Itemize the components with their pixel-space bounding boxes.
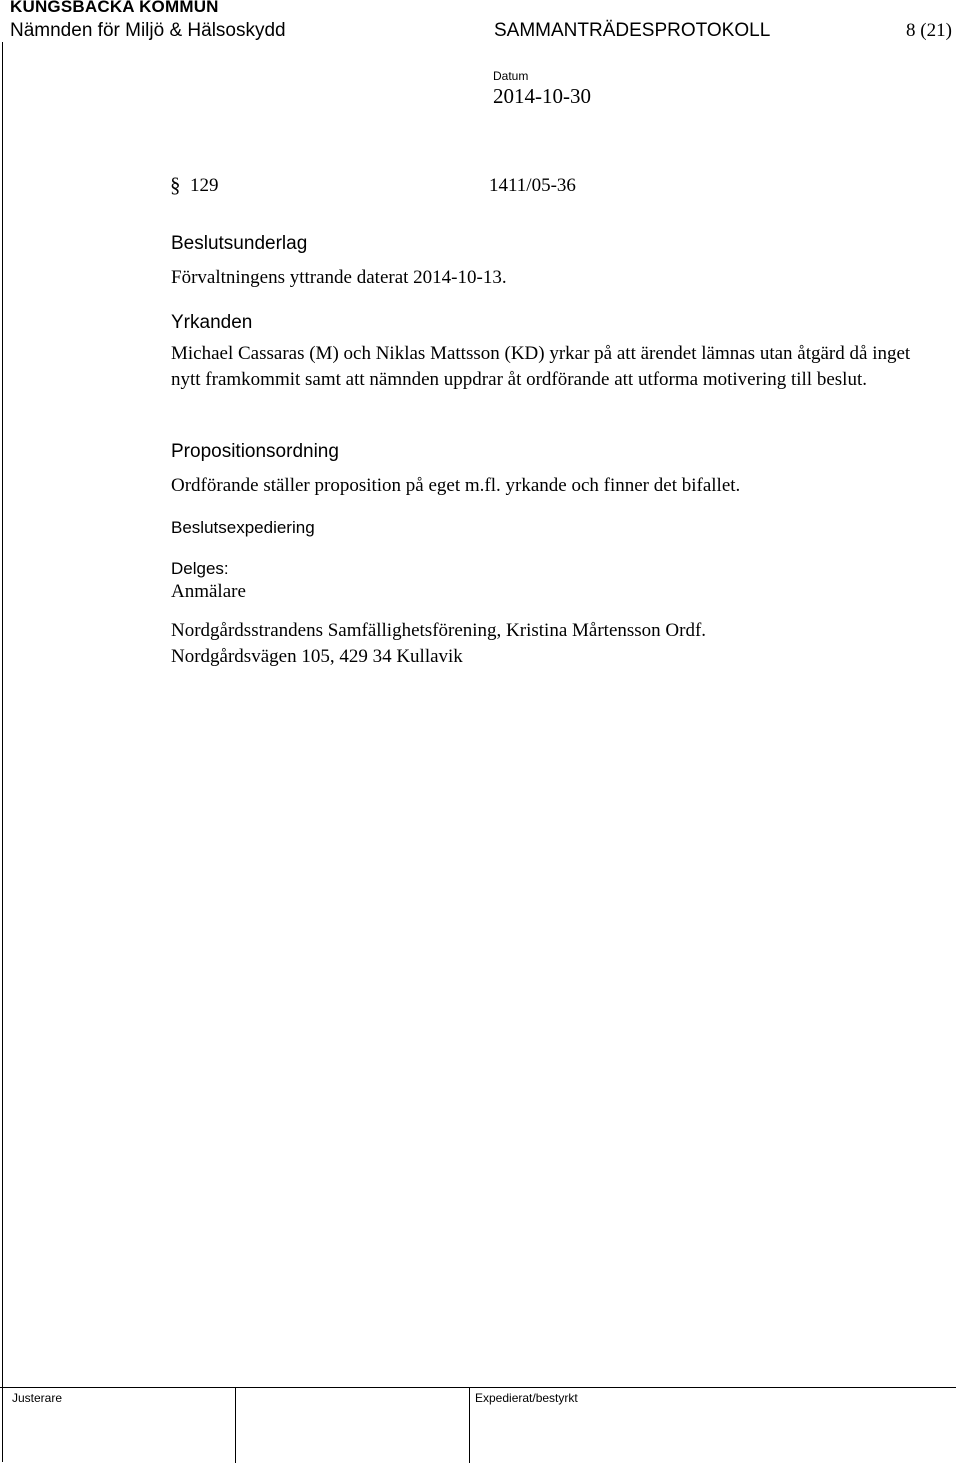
section-sign: § <box>170 173 181 197</box>
paragraph-number: 129 <box>190 175 219 196</box>
heading-yrkanden: Yrkanden <box>171 312 253 333</box>
footer-expedierat-label: Expedierat/bestyrkt <box>475 1391 578 1405</box>
document-type: SAMMANTRÄDESPROTOKOLL <box>494 20 771 41</box>
footer-justerare-label: Justerare <box>12 1391 63 1405</box>
heading-beslutsunderlag: Beslutsunderlag <box>171 233 308 254</box>
text-yrkanden: Michael Cassaras (M) och Niklas Mattsson (KD) yrkar på att ärendet lämnas utan åtgärd då inget nytt framkommit samt att nämnden uppdrar åt ordförande att utforma motivering till beslut. <box>171 343 911 390</box>
footer-rule <box>0 1387 956 1388</box>
date-label: Datum <box>493 69 529 83</box>
footer-divider <box>235 1387 236 1463</box>
recipient-role: Anmälare <box>171 581 246 602</box>
meeting-date: 2014-10-30 <box>493 84 591 108</box>
left-margin-rule <box>2 42 3 1462</box>
recipient-name: Nordgårdsstrandens Samfällighetsförening, Kristina Mårtensson Ordf. <box>171 620 707 641</box>
page-number: 8 (21) <box>906 20 952 41</box>
text-propositionsordning: Ordförande ställer proposition på eget m.fl. yrkande och finner det bifallet. <box>171 475 741 496</box>
heading-propositionsordning: Propositionsordning <box>171 441 339 462</box>
text-beslutsunderlag: Förvaltningens yttrande daterat 2014-10-13. <box>171 267 507 288</box>
organization-name: KUNGSBACKA KOMMUN <box>10 0 219 16</box>
case-number: 1411/05-36 <box>489 175 576 196</box>
delges-label: Delges: <box>171 559 229 578</box>
footer-divider <box>469 1387 470 1463</box>
heading-beslutsexpediering: Beslutsexpediering <box>171 518 315 537</box>
recipient-address: Nordgårdsvägen 105, 429 34 Kullavik <box>171 646 463 667</box>
department-name: Nämnden för Miljö & Hälsoskydd <box>10 20 286 41</box>
